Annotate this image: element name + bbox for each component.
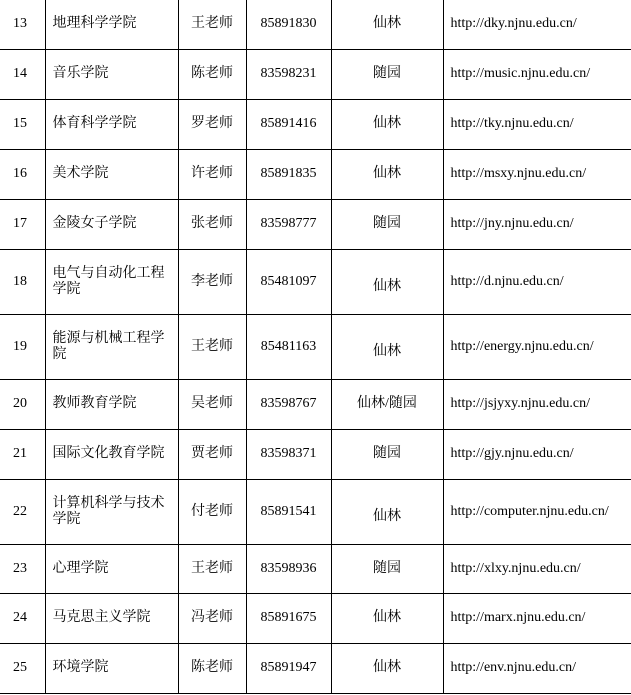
campus: 仙林/随园 xyxy=(331,379,443,429)
row-number: 13 xyxy=(0,0,45,49)
row-number: 15 xyxy=(0,99,45,149)
row-number: 19 xyxy=(0,314,45,379)
contact-name: 付老师 xyxy=(178,479,246,544)
phone-number: 83598371 xyxy=(246,429,331,479)
table-row xyxy=(0,149,631,199)
contact-name: 李老师 xyxy=(178,249,246,314)
row-number: 25 xyxy=(0,643,45,693)
phone-number: 83598936 xyxy=(246,544,331,593)
table-row xyxy=(0,199,631,249)
college-name: 音乐学院 xyxy=(45,49,178,99)
table-row xyxy=(0,0,631,49)
phone-number: 83598231 xyxy=(246,49,331,99)
contact-name: 陈老师 xyxy=(178,643,246,693)
website-link[interactable]: http://gjy.njnu.edu.cn/ xyxy=(443,429,631,479)
website-link[interactable]: http://music.njnu.edu.cn/ xyxy=(443,49,631,99)
college-name: 电气与自动化工程学院 xyxy=(45,249,178,314)
contact-name: 张老师 xyxy=(178,199,246,249)
website-link[interactable]: http://energy.njnu.edu.cn/ xyxy=(443,314,631,379)
college-name: 心理学院 xyxy=(45,544,178,593)
table-row xyxy=(0,593,631,643)
table-row xyxy=(0,643,631,693)
college-name: 金陵女子学院 xyxy=(45,199,178,249)
row-number: 24 xyxy=(0,593,45,643)
campus: 仙林 xyxy=(331,149,443,199)
college-name: 国际文化教育学院 xyxy=(45,429,178,479)
campus: 仙林 xyxy=(331,0,443,49)
row-number: 16 xyxy=(0,149,45,199)
college-name: 马克思主义学院 xyxy=(45,593,178,643)
campus: 随园 xyxy=(331,544,443,593)
website-link[interactable]: http://marx.njnu.edu.cn/ xyxy=(443,593,631,643)
row-number: 14 xyxy=(0,49,45,99)
website-link[interactable]: http://dky.njnu.edu.cn/ xyxy=(443,0,631,49)
row-number: 17 xyxy=(0,199,45,249)
contact-name: 罗老师 xyxy=(178,99,246,149)
contact-name: 冯老师 xyxy=(178,593,246,643)
campus: 仙林 xyxy=(331,249,443,314)
website-link[interactable]: http://jny.njnu.edu.cn/ xyxy=(443,199,631,249)
campus: 仙林 xyxy=(331,593,443,643)
contact-name: 贾老师 xyxy=(178,429,246,479)
contact-name: 王老师 xyxy=(178,0,246,49)
table-row xyxy=(0,249,631,314)
website-link[interactable]: http://xlxy.njnu.edu.cn/ xyxy=(443,544,631,593)
contact-name: 许老师 xyxy=(178,149,246,199)
website-link[interactable]: http://computer.njnu.edu.cn/ xyxy=(443,479,631,544)
campus: 仙林 xyxy=(331,314,443,379)
website-link[interactable]: http://msxy.njnu.edu.cn/ xyxy=(443,149,631,199)
phone-number: 83598777 xyxy=(246,199,331,249)
row-number: 20 xyxy=(0,379,45,429)
table-row xyxy=(0,544,631,593)
campus: 随园 xyxy=(331,199,443,249)
campus: 仙林 xyxy=(331,479,443,544)
website-link[interactable]: http://env.njnu.edu.cn/ xyxy=(443,643,631,693)
college-name: 环境学院 xyxy=(45,643,178,693)
college-name: 教师教育学院 xyxy=(45,379,178,429)
college-name: 计算机科学与技术学院 xyxy=(45,479,178,544)
campus: 随园 xyxy=(331,429,443,479)
row-number: 22 xyxy=(0,479,45,544)
table-row xyxy=(0,479,631,544)
contact-name: 王老师 xyxy=(178,544,246,593)
college-name: 能源与机械工程学院 xyxy=(45,314,178,379)
website-link[interactable]: http://d.njnu.edu.cn/ xyxy=(443,249,631,314)
campus: 随园 xyxy=(331,49,443,99)
campus: 仙林 xyxy=(331,643,443,693)
row-number: 23 xyxy=(0,544,45,593)
table-row xyxy=(0,314,631,379)
phone-number: 85891830 xyxy=(246,0,331,49)
table-row xyxy=(0,379,631,429)
phone-number: 85891947 xyxy=(246,643,331,693)
website-link[interactable]: http://tky.njnu.edu.cn/ xyxy=(443,99,631,149)
phone-number: 85481097 xyxy=(246,249,331,314)
phone-number: 85891675 xyxy=(246,593,331,643)
table-row xyxy=(0,49,631,99)
campus: 仙林 xyxy=(331,99,443,149)
contact-name: 陈老师 xyxy=(178,49,246,99)
contact-name: 王老师 xyxy=(178,314,246,379)
phone-number: 85891541 xyxy=(246,479,331,544)
phone-number: 85481163 xyxy=(246,314,331,379)
phone-number: 85891835 xyxy=(246,149,331,199)
row-number: 21 xyxy=(0,429,45,479)
phone-number: 85891416 xyxy=(246,99,331,149)
contact-name: 吴老师 xyxy=(178,379,246,429)
website-link[interactable]: http://jsjyxy.njnu.edu.cn/ xyxy=(443,379,631,429)
row-number: 18 xyxy=(0,249,45,314)
college-name: 地理科学学院 xyxy=(45,0,178,49)
phone-number: 83598767 xyxy=(246,379,331,429)
table-row xyxy=(0,429,631,479)
college-name: 美术学院 xyxy=(45,149,178,199)
table-row xyxy=(0,99,631,149)
college-name: 体育科学学院 xyxy=(45,99,178,149)
